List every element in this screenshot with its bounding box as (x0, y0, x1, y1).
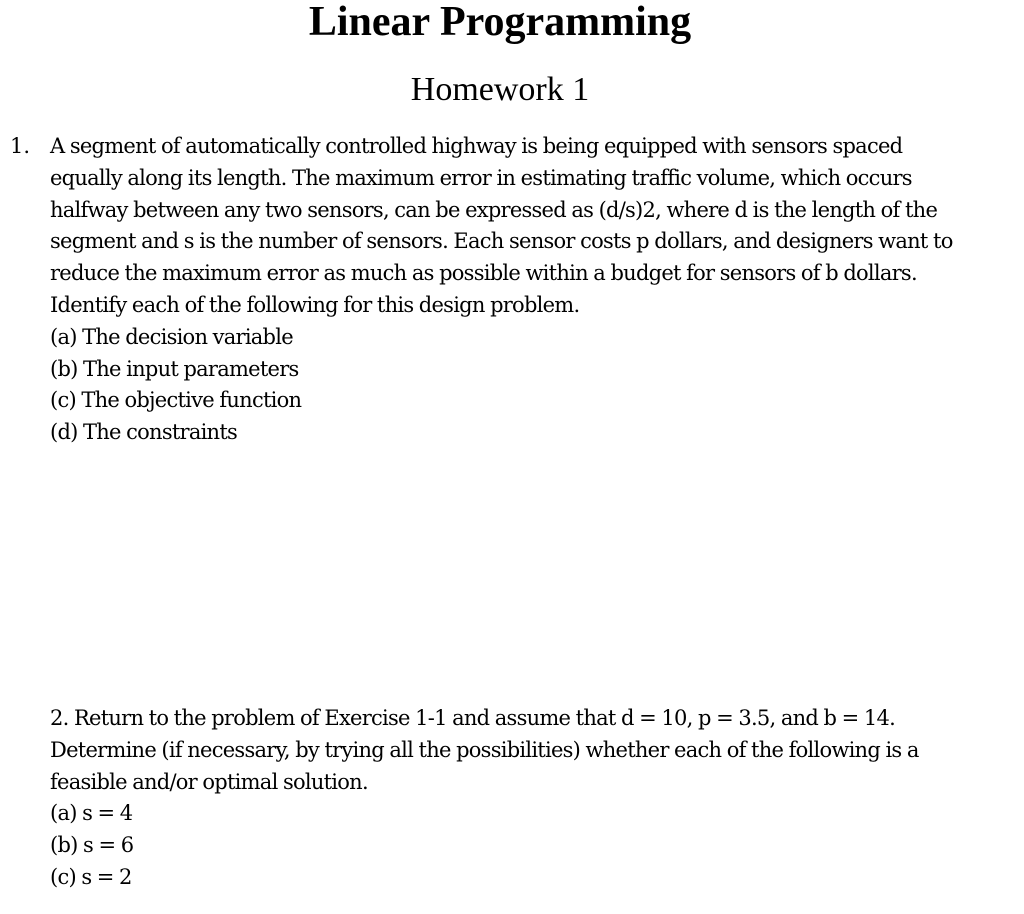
problem-2-line: Determine (if necessary, by trying all the possibilities) whether each of the following is a (50, 737, 919, 762)
problem-1-number: 1. (10, 134, 31, 158)
problem-2-line: feasible and/or optimal solution. (50, 769, 368, 794)
problem-1-line: halfway between any two sensors, can be expressed as (d/s)2, where d is the length of the (50, 197, 938, 222)
document-subtitle: Homework 1 (410, 71, 590, 108)
problem-1-line: segment and s is the number of sensors. Each sensor costs p dollars, and designers want to (50, 229, 953, 254)
problem-1-part-c: (c) The objective function (50, 388, 302, 413)
problem-1-line: equally along its length. The maximum error in estimating traffic volume, which occurs (50, 165, 912, 190)
problem-1-line: Identify each of the following for this design problem. (50, 292, 580, 317)
problem-1-part-b: (b) The input parameters (50, 356, 299, 381)
problem-1-line: A segment of automatically controlled highway is being equipped with sensors spaced (50, 134, 903, 158)
problem-2-part-a: (a) s = 4 (50, 801, 133, 826)
problem-1-part-a: (a) The decision variable (50, 324, 293, 349)
problem-2-part-b: (b) s = 6 (50, 833, 134, 858)
problem-1 (50, 131, 1018, 449)
problem-1-part-d: (d) The constraints (50, 420, 238, 445)
problem-2-part-c: (c) s = 2 (50, 864, 132, 889)
problem-1-line: reduce the maximum error as much as possible within a budget for sensors of b dollars. (50, 261, 917, 286)
problem-2-line: 2. Return to the problem of Exercise 1-1 and assume that d = 10, p = 3.5, and b = 14. (50, 706, 896, 730)
document-title: Linear Programming (308, 0, 692, 45)
problem-2 (50, 703, 1018, 894)
